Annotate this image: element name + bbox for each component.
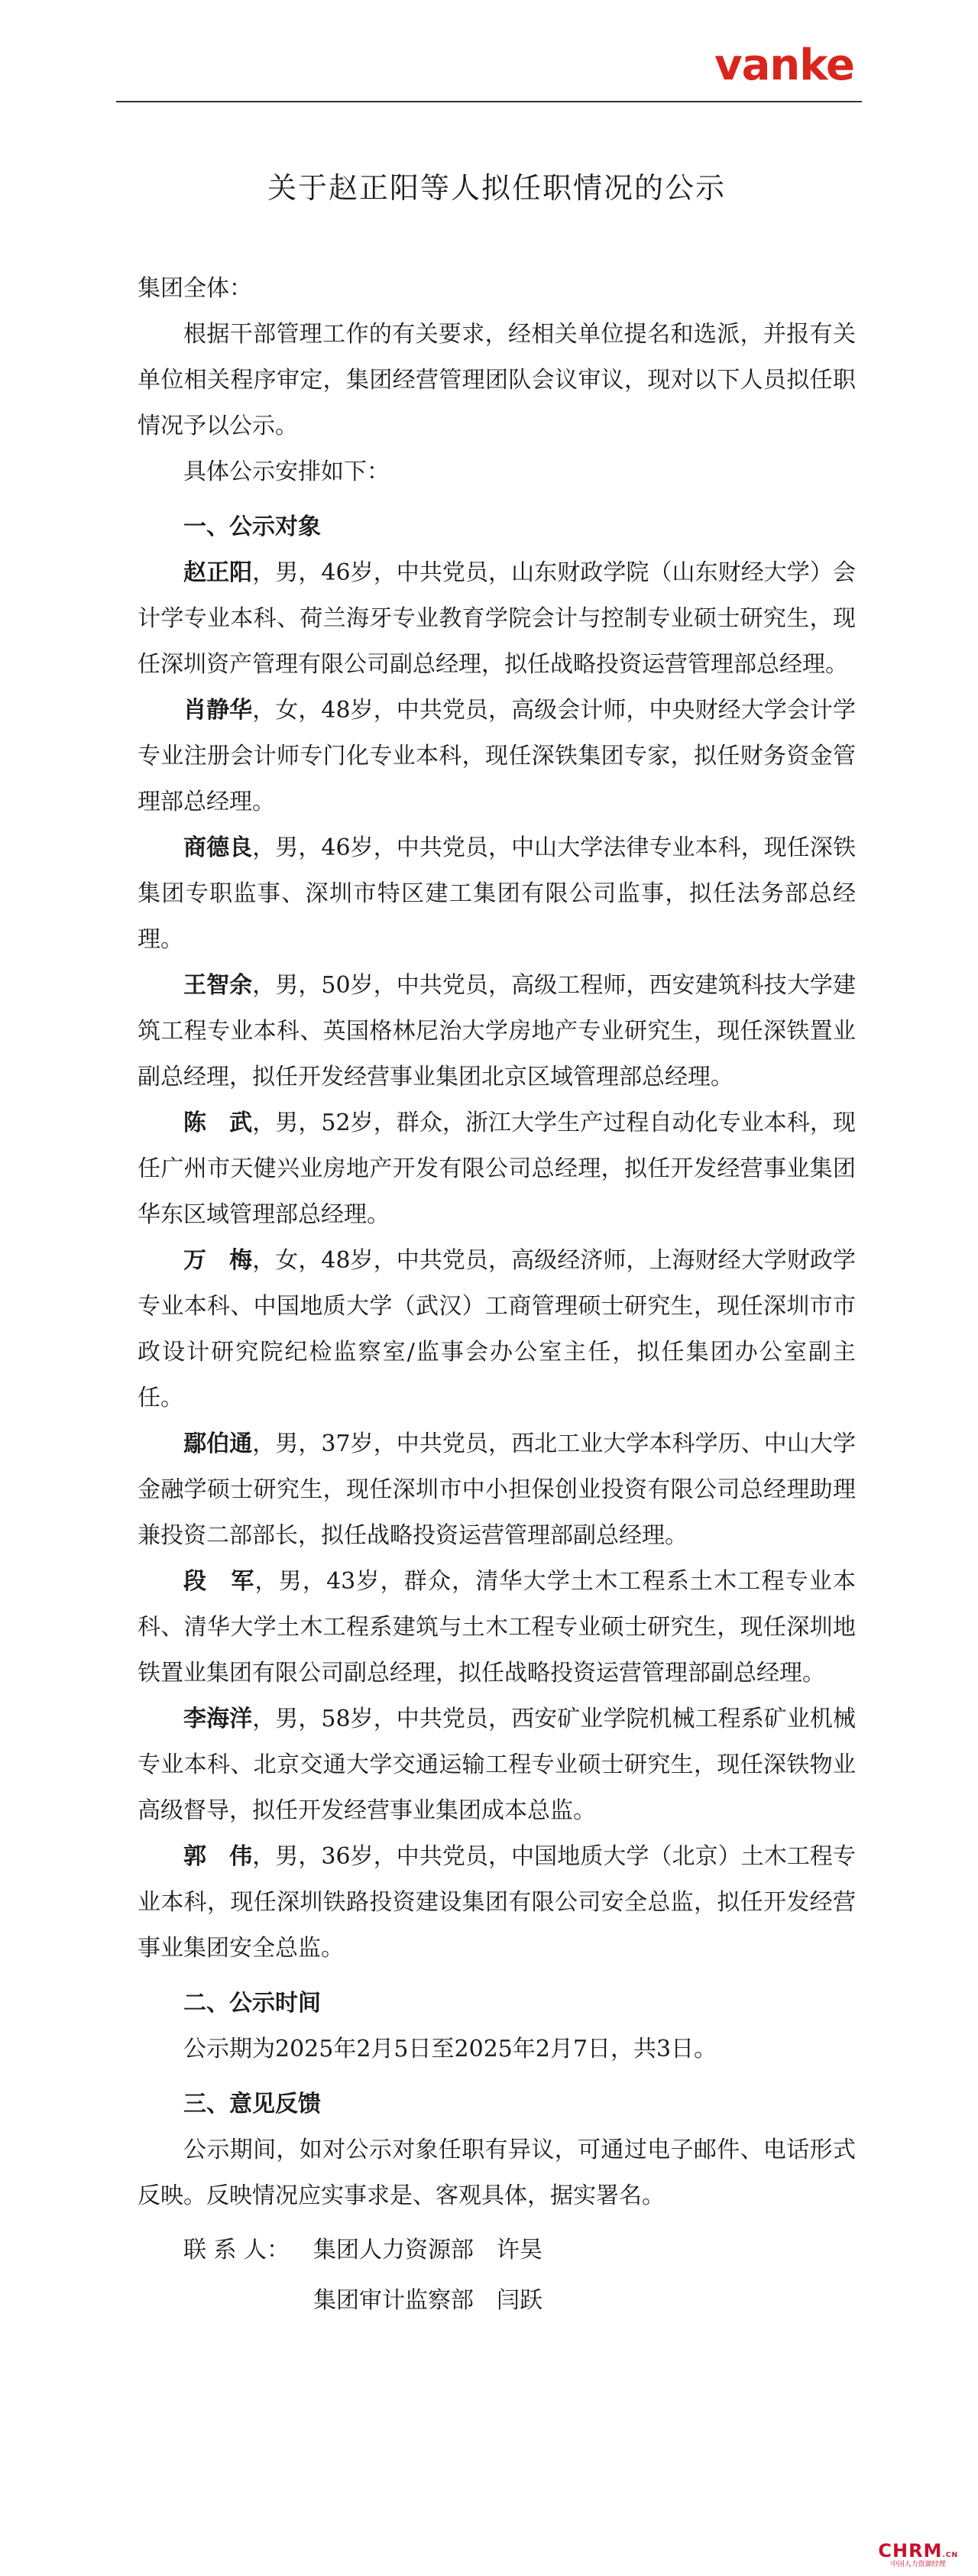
contact-label: 联 系 人： xyxy=(183,2237,290,2263)
vanke-logo: vanke xyxy=(714,41,854,90)
person-name: 肖静华 xyxy=(183,697,253,724)
person-entry xyxy=(138,1421,856,1559)
header-divider xyxy=(116,101,862,102)
person-entry xyxy=(138,825,856,963)
section-heading-period: 二、公示时间 xyxy=(183,1990,321,2017)
person-entry xyxy=(138,1100,856,1238)
person-name: 鄢伯通 xyxy=(183,1431,253,1457)
person-details: ，男，37岁，中共党员，西北工业大学本科学历、中山大学金融学硕士研究生，现任深圳市中小担保创业投资有限公司总经理助理兼投资二部部长，拟任战略投资运营管理部副总经理。 xyxy=(138,1431,856,1549)
salutation: 集团全体： xyxy=(138,275,252,302)
person-details: ，男，43岁，群众，清华大学土木工程系土木工程专业本科、清华大学土木工程系建筑与土木工程专业硕士研究生，现任深圳地铁置业集团有限公司副总经理，拟任战略投资运营管理部副总经理。 xyxy=(138,1568,856,1687)
person-entry xyxy=(138,963,856,1100)
person-entry xyxy=(138,1696,856,1834)
contact-person: 闫跃 xyxy=(497,2287,542,2314)
person-entry xyxy=(138,550,856,688)
watermark-logo: CHRM xyxy=(878,2540,943,2561)
person-name: 郭 伟 xyxy=(183,1843,253,1870)
document-title: 关于赵正阳等人拟任职情况的公示 xyxy=(267,171,726,205)
notice-document xyxy=(138,164,856,2326)
feedback-paragraph: 公示期间，如对公示对象任职有异议，可通过电子邮件、电话形式反映。反映情况应实事求是、客观具体，据实署名。 xyxy=(138,2137,856,2209)
contact-list xyxy=(138,2225,856,2326)
person-details: ，女，48岁，中共党员，高级经济师，上海财经大学财政学专业本科、中国地质大学（武汉）工商管理硕士研究生，现任深圳市市政设计研究院纪检监察室/监事会办公室主任，拟任集团办公室副主任。 xyxy=(138,1247,856,1411)
person-name: 李海洋 xyxy=(183,1706,253,1732)
person-details: ，男，36岁，中共党员，中国地质大学（北京）土木工程专业本科，现任深圳铁路投资建设集团有限公司安全总监，拟任开发经营事业集团安全总监。 xyxy=(138,1843,856,1962)
contact-row xyxy=(138,2225,856,2276)
person-details: ，男，50岁，中共党员，高级工程师，西安建筑科技大学建筑工程专业本科、英国格林尼治大学房地产专业研究生，现任深铁置业副总经理，拟任开发经营事业集团北京区域管理部总经理。 xyxy=(138,972,856,1090)
person-name: 商德良 xyxy=(183,834,253,861)
person-details: ，男，58岁，中共党员，西安矿业学院机械工程系矿业机械专业本科、北京交通大学交通运输工程专业硕士研究生，现任深铁物业高级督导，拟任开发经营事业集团成本总监。 xyxy=(138,1706,856,1824)
person-details: ，男，46岁，中共党员，山东财政学院（山东财经大学）会计学专业本科、荷兰海牙专业教育学院会计与控制专业硕士研究生，现任深圳资产管理有限公司副总经理，拟任战略投资运营管理部总经理。 xyxy=(138,559,856,678)
arrangement-line: 具体公示安排如下： xyxy=(183,458,390,485)
watermark-suffix: .CN xyxy=(942,2552,958,2559)
person-name: 段 军 xyxy=(183,1568,255,1595)
period-paragraph: 公示期为2025年2月5日至2025年2月7日，共3日。 xyxy=(183,2036,717,2062)
person-entry xyxy=(138,688,856,825)
person-name: 王智余 xyxy=(183,972,253,999)
person-details: ，女，48岁，中共党员，高级会计师，中央财经大学会计学专业注册会计师专门化专业本科，现任深铁集团专家，拟任财务资金管理部总经理。 xyxy=(138,697,856,815)
section-heading-subjects: 一、公示对象 xyxy=(183,514,321,540)
person-entry xyxy=(138,1559,856,1696)
person-entry xyxy=(138,1238,856,1421)
person-name: 赵正阳 xyxy=(183,559,253,586)
section-heading-feedback: 三、意见反馈 xyxy=(183,2091,321,2118)
contact-person: 许昊 xyxy=(497,2237,542,2263)
person-details: ，男，52岁，群众，浙江大学生产过程自动化专业本科，现任广州市天健兴业房地产开发有限公司总经理，拟任开发经营事业集团华东区域管理部总经理。 xyxy=(138,1110,856,1228)
person-details: ，男，46岁，中共党员，中山大学法律专业本科，现任深铁集团专职监事、深圳市特区建工集团有限公司监事，拟任法务部总经理。 xyxy=(138,834,856,953)
intro-paragraph: 根据干部管理工作的有关要求，经相关单位提名和选派，并报有关单位相关程序审定，集团经营管理团队会议审议，现对以下人员拟任职情况予以公示。 xyxy=(138,321,856,439)
watermark-caption: 中国人力资源经理 xyxy=(890,2561,946,2568)
person-entry xyxy=(138,1834,856,1972)
contact-department: 集团人力资源部 xyxy=(313,2237,474,2263)
chrm-watermark xyxy=(878,2542,958,2568)
contact-row xyxy=(138,2276,856,2326)
person-name: 陈 武 xyxy=(183,1110,253,1136)
person-name: 万 梅 xyxy=(183,1247,253,1274)
contact-department: 集团审计监察部 xyxy=(313,2287,474,2314)
